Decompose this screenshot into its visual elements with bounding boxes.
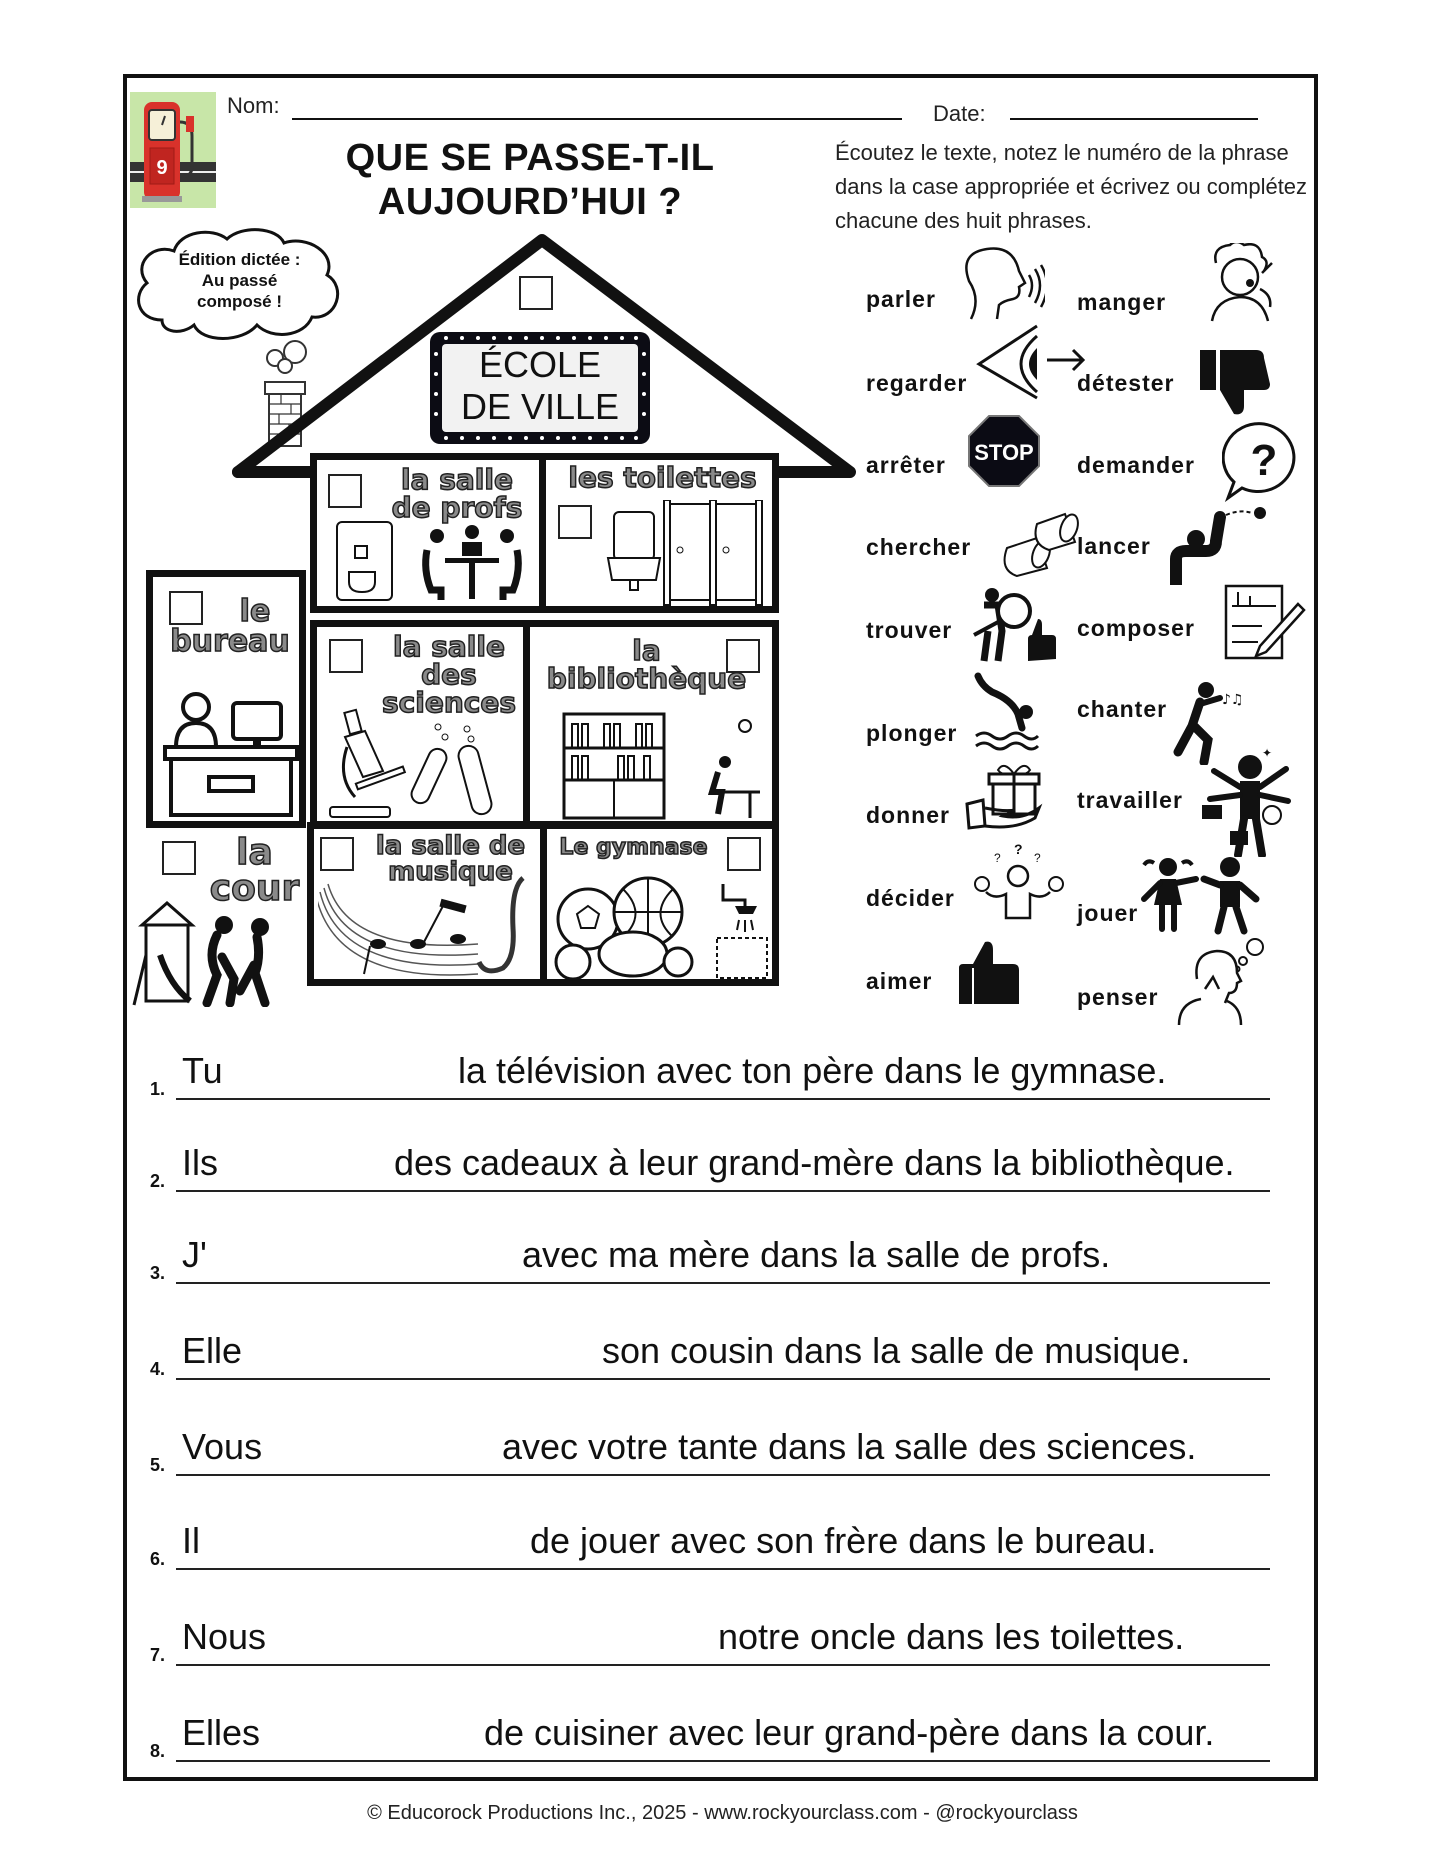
sports-balls-shower-icon: [553, 874, 773, 984]
cloud-line-2: Au passé: [201, 271, 278, 290]
sentence-text: de cuisiner avec leur grand-père dans la cour.: [484, 1712, 1215, 1753]
verb-trouver: trouver: [866, 617, 953, 643]
room-label: bibliothèque: [546, 662, 747, 695]
cloud-line-3: composé !: [196, 292, 283, 311]
cloud-line-1: Édition dictée :: [178, 250, 301, 269]
answer-line[interactable]: [176, 1568, 1270, 1570]
sentence-2: [150, 1132, 1290, 1192]
answer-line[interactable]: [176, 1760, 1270, 1762]
verb-donner: donner: [866, 802, 950, 828]
playground-children-icon: [132, 895, 292, 1007]
question-bubble-icon: [1222, 420, 1306, 502]
busy-worker-icon: [1200, 745, 1300, 857]
verb-demander: demander: [1077, 452, 1195, 478]
sentence-number: 1.: [150, 1079, 166, 1099]
room-bibliotheque: [523, 620, 779, 828]
sentence-text: avec ma mère dans la salle de profs.: [522, 1234, 1111, 1275]
desk-computer-icon: [161, 687, 301, 817]
sentence-subject: Nous: [182, 1616, 267, 1657]
checkbox-gymnase[interactable]: [727, 837, 761, 871]
svg-text:✦: ✦: [1262, 746, 1273, 760]
verb-decider: décider: [866, 885, 955, 911]
verb-penser: penser: [1077, 984, 1159, 1010]
svg-text:STOP: STOP: [974, 440, 1034, 465]
checkbox-salle-de-profs[interactable]: [328, 474, 362, 508]
verb-regarder: regarder: [866, 370, 968, 396]
answer-line[interactable]: [176, 1378, 1270, 1380]
sentence-subject: Ils: [182, 1142, 218, 1183]
stop-sign-icon: [967, 414, 1041, 488]
sentence-7: [150, 1606, 1290, 1666]
restroom-icon: [606, 500, 776, 610]
checkbox-salle-de-musique[interactable]: [320, 837, 354, 871]
svg-text:?: ?: [994, 851, 1001, 865]
verb-plonger: plonger: [866, 720, 958, 746]
music-notes-saxophone-icon: [318, 874, 543, 984]
room-cour: [132, 832, 307, 1010]
sentence-5: [150, 1416, 1290, 1476]
svg-text:?: ?: [1034, 851, 1041, 865]
verb-manger: manger: [1077, 289, 1167, 315]
coffee-meeting-icon: [327, 520, 537, 605]
sentence-number: 7.: [150, 1645, 166, 1665]
room-label: la salle: [401, 463, 513, 496]
decision-person-icon: [970, 840, 1070, 922]
answer-line[interactable]: [176, 1474, 1270, 1476]
sentence-number: 2.: [150, 1171, 166, 1191]
date-label: Date:: [933, 101, 986, 126]
room-gymnase: [540, 822, 779, 986]
verb-aimer: aimer: [866, 968, 933, 994]
room-label: de profs: [391, 491, 523, 524]
school-sign: [430, 332, 650, 444]
room-toilettes: [539, 453, 779, 613]
thinking-head-icon: [1175, 935, 1275, 1027]
sentence-text: la télévision avec ton père dans le gymnase.: [458, 1050, 1167, 1091]
sentence-text: avec votre tante dans la salle des sciences.: [502, 1426, 1197, 1467]
sentence-subject: J': [182, 1234, 207, 1275]
sentence-1: [150, 1040, 1290, 1100]
verb-travailler: travailler: [1077, 787, 1183, 813]
room-label: le: [239, 594, 271, 629]
room-salle-de-profs: [310, 453, 546, 613]
room-label: sciences: [381, 686, 517, 719]
eating-child-icon: [1200, 243, 1286, 323]
room-label: bureau: [170, 624, 290, 659]
microscope-test-tubes-icon: [325, 707, 525, 822]
sentence-text: de jouer avec son frère dans le bureau.: [530, 1520, 1157, 1561]
sentence-number: 3.: [150, 1263, 166, 1283]
gift-hand-icon: [965, 760, 1045, 832]
sentence-number: 4.: [150, 1359, 166, 1379]
checkbox-salle-des-sciences[interactable]: [329, 639, 363, 673]
sentence-4: [150, 1320, 1290, 1380]
svg-text:?: ?: [1014, 841, 1023, 857]
speaking-head-icon: [955, 245, 1045, 325]
svg-text:♪♫: ♪♫: [1222, 692, 1244, 708]
svg-text:?: ?: [1250, 436, 1278, 485]
bookshelf-study-icon: [560, 712, 770, 822]
sign-line-1: ÉCOLE: [478, 344, 602, 385]
diver-icon: [974, 672, 1040, 752]
thumbs-down-icon: [1196, 346, 1274, 420]
verb-composer: composer: [1077, 615, 1195, 641]
sentence-subject: Tu: [182, 1050, 223, 1091]
title-line-1: QUE SE PASSE-T-IL: [345, 137, 715, 179]
checkbox-cour[interactable]: [162, 841, 196, 875]
name-field[interactable]: [292, 118, 902, 120]
verb-detester: détester: [1077, 370, 1175, 396]
verb-lancer: lancer: [1077, 533, 1151, 559]
sentence-3: [150, 1224, 1290, 1284]
answer-line[interactable]: [176, 1664, 1270, 1666]
sign-line-2: DE VILLE: [460, 386, 620, 427]
sentence-number: 8.: [150, 1741, 166, 1761]
magnifier-person-icon: [970, 585, 1065, 665]
checkbox-toilettes[interactable]: [558, 505, 592, 539]
answer-line[interactable]: [176, 1190, 1270, 1192]
answer-line[interactable]: [176, 1098, 1270, 1100]
room-label: les toilettes: [568, 461, 757, 494]
throwing-person-icon: [1160, 505, 1270, 585]
verb-chercher: chercher: [866, 534, 972, 560]
sentence-subject: Il: [182, 1520, 200, 1561]
sentence-number: 6.: [150, 1549, 166, 1569]
sentence-8: [150, 1702, 1290, 1762]
sentence-6: [150, 1510, 1290, 1570]
room-label: la salle de: [375, 831, 526, 861]
room-label: des: [421, 658, 477, 691]
room-salle-des-sciences: [310, 620, 530, 828]
name-label: Nom:: [227, 93, 280, 118]
title-line-2: AUJOURD’HUI ?: [377, 181, 683, 223]
date-field[interactable]: [1010, 118, 1258, 120]
verb-arreter: arrêter: [866, 452, 946, 478]
verb-parler: parler: [866, 286, 936, 312]
sentence-subject: Elles: [182, 1712, 261, 1753]
answer-line[interactable]: [176, 1282, 1270, 1284]
page-title: [300, 136, 760, 224]
sentence-text: des cadeaux à leur grand-mère dans la bibliothèque.: [394, 1142, 1235, 1183]
eye-icon: [975, 322, 1090, 402]
room-bureau: [146, 570, 306, 828]
binoculars-icon: [993, 510, 1083, 578]
children-playing-icon: [1140, 855, 1260, 935]
room-salle-de-musique: [307, 822, 547, 986]
gas-pump-logo: [130, 92, 216, 208]
room-label: cour: [209, 868, 300, 909]
instructions: Écoutez le texte, notez le numéro de la phrase dans la case appropriée et écrivez ou complétez chacune des huit phrases.: [835, 140, 1308, 233]
room-label: la salle: [393, 630, 505, 663]
checkbox-ecole[interactable]: [519, 276, 553, 310]
sentence-subject: Vous: [182, 1426, 263, 1467]
verb-jouer: jouer: [1077, 900, 1139, 926]
room-label: Le gymnase: [559, 835, 708, 860]
music-sheet-pen-icon: [1222, 582, 1306, 666]
sentence-text: notre oncle dans les toilettes.: [718, 1616, 1185, 1657]
footer-copyright: © Educorock Productions Inc., 2025 - www.rockyourclass.com - @rockyourclass: [367, 1802, 1078, 1824]
sentence-number: 5.: [150, 1455, 166, 1475]
verb-chanter: chanter: [1077, 696, 1168, 722]
sentence-subject: Elle: [182, 1330, 243, 1371]
thumbs-up-icon: [955, 938, 1021, 1008]
sentence-text: son cousin dans la salle de musique.: [602, 1330, 1191, 1371]
room-label: la: [632, 634, 661, 667]
svg-text:9: 9: [156, 157, 168, 179]
room-label: la: [236, 832, 273, 873]
room-label: musique: [388, 857, 513, 887]
